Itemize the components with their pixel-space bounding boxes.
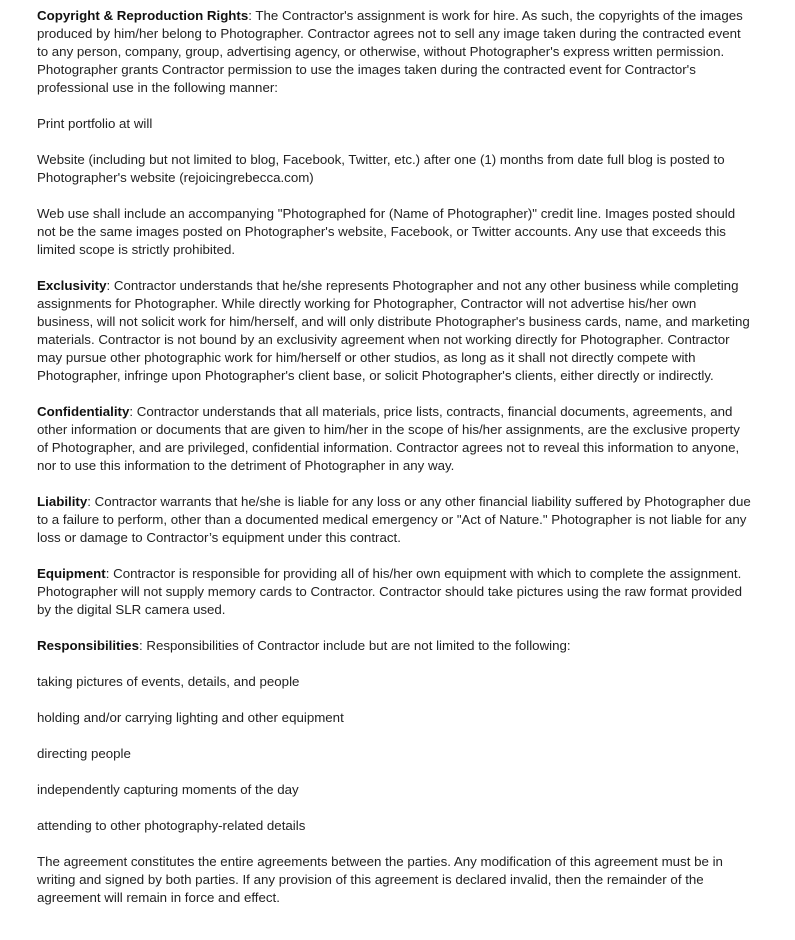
responsibilities-heading: Responsibilities <box>37 638 139 653</box>
contract-document <box>37 7 753 925</box>
confidentiality-heading: Confidentiality <box>37 404 130 419</box>
equipment-heading: Equipment <box>37 566 106 581</box>
confidentiality-paragraph <box>37 403 753 475</box>
copyright-text: : The Contractor's assignment is work for hire. As such, the copyrights of the images produced by him/her belong to Photographer. Contractor agrees not to sell any image taken during the contracted event to any person, company, group, advertising agency, or otherwise, without Photographer's express written permission. Photographer grants Contractor permission to use the images taken during the contracted event for Contractor's professional use in the following manner: <box>37 8 743 95</box>
responsibility-item: independently capturing moments of the day <box>37 782 299 797</box>
responsibility-item: attending to other photography-related details <box>37 818 306 833</box>
responsibility-item: holding and/or carrying lighting and other equipment <box>37 710 344 725</box>
equipment-text: : Contractor is responsible for providing all of his/her own equipment with which to complete the assignment. Photographer will not supply memory cards to Contractor. Contractor should take pictures using the raw format provided by the digital SLR camera used. <box>37 566 743 617</box>
responsibilities-paragraph <box>37 637 753 655</box>
closing-paragraph: The agreement constitutes the entire agreements between the parties. Any modification of this agreement must be in writing and signed by both parties. If any provision of this agreement is declared invalid, then the remainder of the agreement will remain in force and effect. <box>37 854 723 905</box>
equipment-paragraph <box>37 565 753 619</box>
copyright-heading: Copyright & Reproduction Rights <box>37 8 249 23</box>
responsibility-item: taking pictures of events, details, and people <box>37 674 300 689</box>
copyright-paragraph <box>37 7 753 97</box>
usage-website-paragraph: Website (including but not limited to blog, Facebook, Twitter, etc.) after one (1) months from date full blog is posted to Photographer's website (rejoicingrebecca.com) <box>37 152 725 185</box>
liability-text: : Contractor warrants that he/she is liable for any loss or any other financial liability suffered by Photographer due to a failure to perform, other than a documented medical emergency or "Act of Nature." Photographer is not liable for any loss or damage to Contractor’s equipment under this contract. <box>37 494 751 545</box>
usage-web-use-paragraph: Web use shall include an accompanying "Photographed for (Name of Photographer)" credit line. Images posted should not be the same images posted on Photographer's website, Facebook, or Twitter accounts. Any use that exceeds this limited scope is strictly prohibited. <box>37 206 736 257</box>
usage-print-paragraph: Print portfolio at will <box>37 116 153 131</box>
exclusivity-heading: Exclusivity <box>37 278 107 293</box>
confidentiality-text: : Contractor understands that all materials, price lists, contracts, financial documents, agreements, and other information or documents that are given to him/her in the scope of his/her assignments, are the exclusive property of Photographer, and are privileged, confidential information. Contractor agrees not to reveal this information to anyone, nor to use this information to the detriment of Photographer in any way. <box>37 404 740 473</box>
liability-heading: Liability <box>37 494 88 509</box>
responsibilities-text: : Responsibilities of Contractor include but are not limited to the following: <box>138 638 571 653</box>
exclusivity-text: : Contractor understands that he/she represents Photographer and not any other business while completing assignments for Photographer. While directly working for Photographer, Contractor will not advertise his/her own business, will not solicit work for him/herself, and will only distribute Photographer's business cards, name, and marketing materials. Contractor is not bound by an exclusivity agreement when not working directly for Photographer. Contractor may pursue other photographic work for him/herself or other studios, as long as it shall not directly compete with Photographer, infringe upon Photographer's client base, or solicit Photographer's clients, either directly or indirectly. <box>37 278 750 383</box>
exclusivity-paragraph <box>37 277 753 385</box>
responsibility-item: directing people <box>37 746 131 761</box>
liability-paragraph <box>37 493 753 547</box>
